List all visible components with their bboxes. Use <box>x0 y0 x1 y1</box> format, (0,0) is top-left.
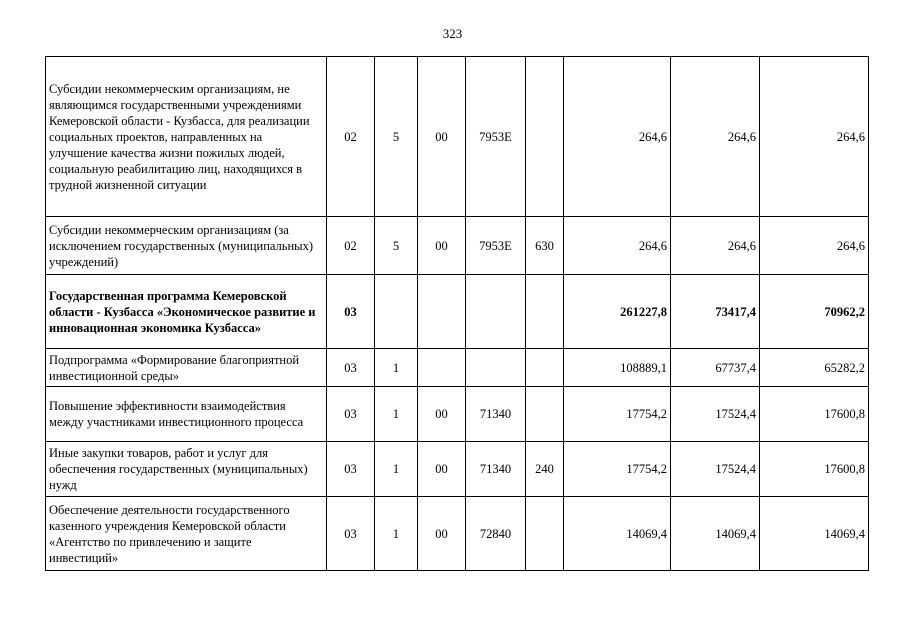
table-row <box>46 442 869 497</box>
code-section: 03 <box>327 349 375 387</box>
value-year-3: 70962,2 <box>760 275 869 349</box>
row-name: Обеспечение деятельности государственного казенного учреждения Кемеровской области «Агентство по привлечению и защите инвестиций» <box>46 497 327 571</box>
code-direction: 7953E <box>466 217 526 275</box>
code-section: 03 <box>327 275 375 349</box>
value-year-3: 264,6 <box>760 217 869 275</box>
code-section: 02 <box>327 217 375 275</box>
table-row <box>46 349 869 387</box>
row-name: Подпрограмма «Формирование благоприятной инвестиционной среды» <box>46 349 327 387</box>
code-group: 00 <box>418 442 466 497</box>
code-direction: 71340 <box>466 442 526 497</box>
table-row <box>46 387 869 442</box>
code-expense-type <box>526 275 564 349</box>
code-section: 03 <box>327 497 375 571</box>
value-year-2: 17524,4 <box>671 387 760 442</box>
code-section: 03 <box>327 387 375 442</box>
code-expense-type: 630 <box>526 217 564 275</box>
code-expense-type: 240 <box>526 442 564 497</box>
code-direction: 71340 <box>466 387 526 442</box>
value-year-3: 14069,4 <box>760 497 869 571</box>
table-row <box>46 275 869 349</box>
code-subprogram: 1 <box>375 387 418 442</box>
row-name: Субсидии некоммерческим организациям, не являющимся государственными учреждениями Кемеровской области - Кузбасса, для реализации социальных проектов, направленных на улучшение качества жизни пожилых людей, социальную реабилитацию лиц, находящихся в трудной жизненной ситуации <box>46 57 327 217</box>
value-year-2: 73417,4 <box>671 275 760 349</box>
code-subprogram: 1 <box>375 442 418 497</box>
code-section: 02 <box>327 57 375 217</box>
table-row <box>46 217 869 275</box>
code-subprogram: 1 <box>375 349 418 387</box>
value-year-2: 67737,4 <box>671 349 760 387</box>
code-group <box>418 275 466 349</box>
value-year-1: 261227,8 <box>564 275 671 349</box>
code-group: 00 <box>418 497 466 571</box>
budget-table <box>45 56 869 571</box>
value-year-1: 17754,2 <box>564 442 671 497</box>
code-subprogram: 5 <box>375 57 418 217</box>
value-year-3: 264,6 <box>760 57 869 217</box>
code-direction <box>466 349 526 387</box>
table-row <box>46 57 869 217</box>
value-year-3: 65282,2 <box>760 349 869 387</box>
value-year-1: 108889,1 <box>564 349 671 387</box>
value-year-3: 17600,8 <box>760 387 869 442</box>
value-year-3: 17600,8 <box>760 442 869 497</box>
code-expense-type <box>526 57 564 217</box>
row-name: Государственная программа Кемеровской области - Кузбасса «Экономическое развитие и инновационная экономика Кузбасса» <box>46 275 327 349</box>
table-row <box>46 497 869 571</box>
code-subprogram: 5 <box>375 217 418 275</box>
value-year-1: 264,6 <box>564 217 671 275</box>
value-year-1: 17754,2 <box>564 387 671 442</box>
code-expense-type <box>526 349 564 387</box>
code-group: 00 <box>418 217 466 275</box>
code-section: 03 <box>327 442 375 497</box>
value-year-2: 14069,4 <box>671 497 760 571</box>
code-subprogram <box>375 275 418 349</box>
code-group <box>418 349 466 387</box>
value-year-2: 264,6 <box>671 217 760 275</box>
code-group: 00 <box>418 57 466 217</box>
value-year-1: 264,6 <box>564 57 671 217</box>
row-name: Субсидии некоммерческим организациям (за исключением государственных (муниципальных) учреждений) <box>46 217 327 275</box>
code-direction <box>466 275 526 349</box>
code-group: 00 <box>418 387 466 442</box>
value-year-2: 264,6 <box>671 57 760 217</box>
code-subprogram: 1 <box>375 497 418 571</box>
page-number: 323 <box>442 26 463 41</box>
code-expense-type <box>526 497 564 571</box>
value-year-1: 14069,4 <box>564 497 671 571</box>
value-year-2: 17524,4 <box>671 442 760 497</box>
row-name: Иные закупки товаров, работ и услуг для обеспечения государственных (муниципальных) нужд <box>46 442 327 497</box>
row-name: Повышение эффективности взаимодействия между участниками инвестиционного процесса <box>46 387 327 442</box>
code-direction: 72840 <box>466 497 526 571</box>
code-expense-type <box>526 387 564 442</box>
code-direction: 7953E <box>466 57 526 217</box>
